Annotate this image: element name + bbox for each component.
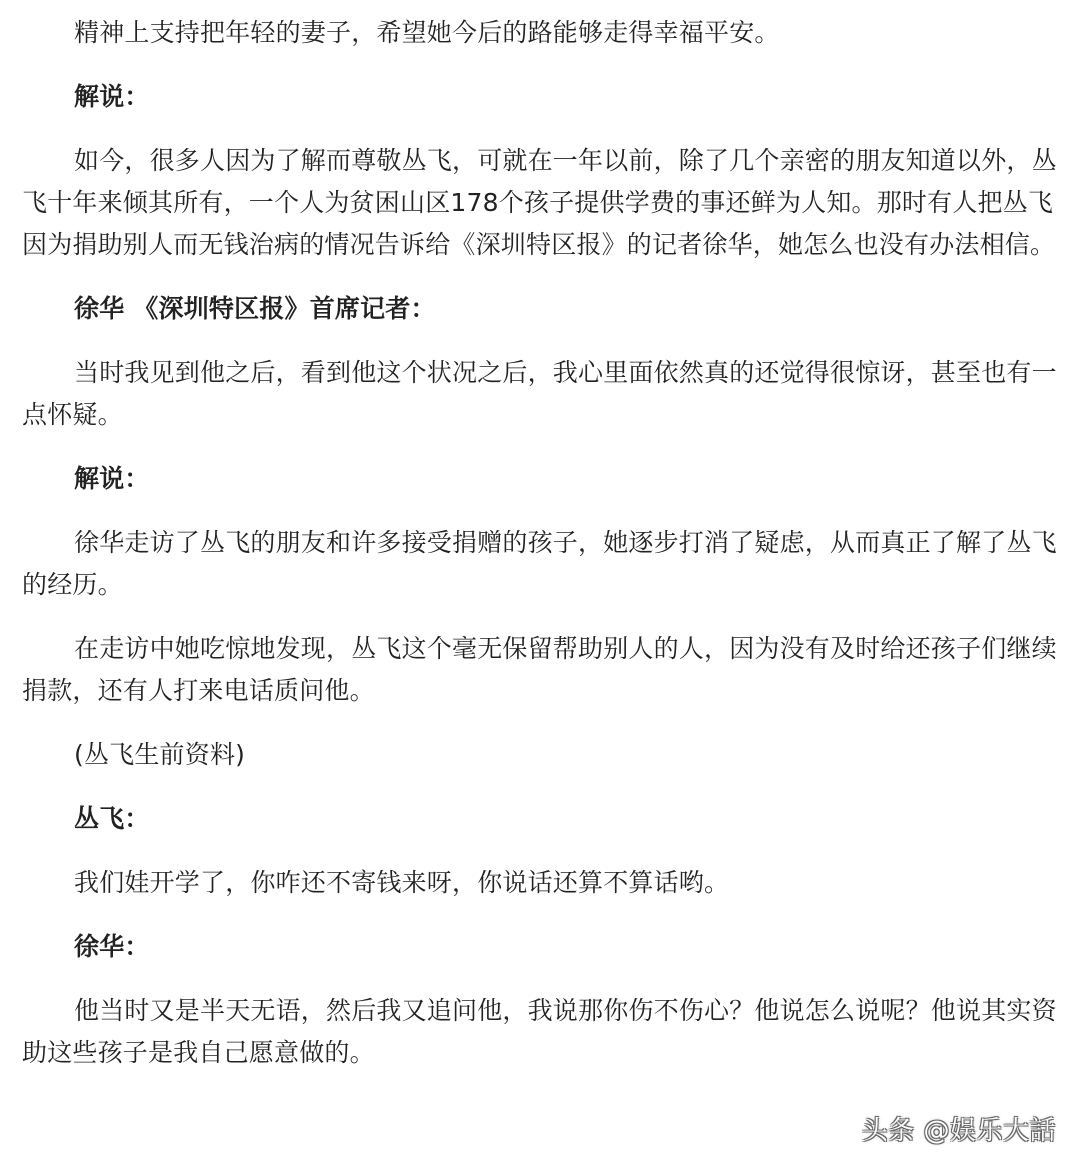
paragraph-text: 当时我见到他之后，看到他这个状况之后，我心里面依然真的还觉得很惊讶，甚至也有一点怀疑。 [22,358,1057,429]
watermark: 头条 @娱乐大話 [861,1116,1056,1146]
speaker-label: 解说： [74,82,150,111]
article-body [22,12,1062,1096]
paragraph-text: 他当时又是半天无语，然后我又追问他，我说那你伤不伤心？他说怎么说呢？他说其实资助这些孩子是我自己愿意做的。 [22,996,1057,1067]
paragraph-text: 精神上支持把年轻的妻子，希望她今后的路能够走得幸福平安。 [74,18,780,47]
speaker-label: 丛飞： [74,804,150,833]
speaker-label: 徐华 《深圳特区报》首席记者： [74,294,436,323]
paragraph-text: 徐华走访了丛飞的朋友和许多接受捐赠的孩子，她逐步打消了疑虑，从而真正了解了丛飞的经历。 [22,528,1057,599]
speaker-label: 徐华： [74,932,150,961]
paragraph-note: (丛飞生前资料) [74,740,246,769]
paragraph-text: 在走访中她吃惊地发现，丛飞这个毫无保留帮助别人的人，因为没有及时给还孩子们继续捐款，还有人打来电话质问他。 [22,634,1057,705]
paragraph-text: 如今，很多人因为了解而尊敬丛飞，可就在一年以前，除了几个亲密的朋友知道以外，丛飞十年来倾其所有，一个人为贫困山区178个孩子提供学费的事还鲜为人知。那时有人把丛飞因为捐助别人而无钱治病的情况告诉给《深圳特区报》的记者徐华，她怎么也没有办法相信。 [22,146,1057,259]
speaker-label: 解说： [74,464,150,493]
paragraph-text: 我们娃开学了，你咋还不寄钱来呀，你说话还算不算话哟。 [74,868,730,897]
